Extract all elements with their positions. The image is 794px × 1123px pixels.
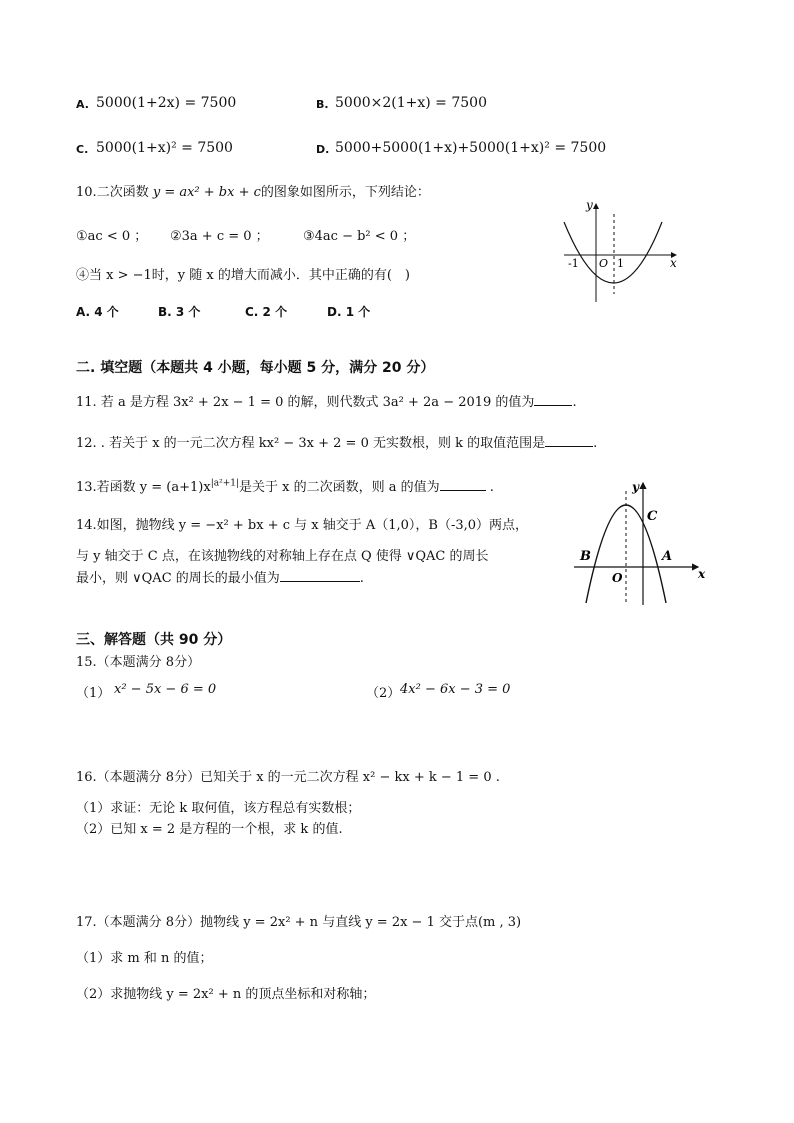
q16-header: 16.（本题满分 8分）已知关于 x 的一元二次方程 x² − kx + k − 1 = 0 . (76, 770, 500, 785)
q10-stem-b: 的图象如图所示，下列结论： (260, 185, 430, 200)
q15-part-2-label: （2） (366, 686, 401, 701)
q14-origin-label: O (612, 571, 623, 585)
q9-option-a-expr: 5000(1+2x) = 7500 (96, 95, 237, 111)
q10-number: 10. (76, 185, 97, 200)
q10-minus-one-label: -1 (568, 257, 579, 270)
section-2-title: 二. 填空题（本题共 4 小题，每小题 5 分，满分 20 分） (76, 360, 435, 376)
q10-parabola-graph (556, 194, 686, 306)
q9-option-b-label: B. (316, 98, 329, 111)
q14-y-label: y (632, 480, 639, 494)
q10-stem (76, 181, 430, 200)
q10-option-c: C. 2 个 (245, 305, 288, 319)
q17-part-2: （2）求抛物线 y = 2x² + n 的顶点坐标和对称轴； (76, 987, 376, 1002)
q10-stem-expr: y = ax² + bx + c (152, 185, 261, 200)
q17-part-1: （1）求 m 和 n 的值； (76, 951, 213, 966)
q10-option-b: B. 3 个 (158, 305, 201, 319)
q9-option-c-label: C. (76, 143, 89, 156)
q17-header: 17.（本题满分 8分）抛物线 y = 2x² + n 与直线 y = 2x − 1 交于点(m , 3) (76, 915, 522, 930)
q10-origin-label: O (599, 257, 609, 270)
q14-line-2: 与 y 轴交于 C 点，在该抛物线的对称轴上存在点 Q 使得 ∨QAC 的周长 (76, 549, 489, 564)
q14-line-1: 14.如图，抛物线 y = −x² + bx + c 与 x 轴交于 A（1,0），B（-3,0）两点， (76, 518, 529, 533)
q12-text: 12. . 若关于 x 的一元二次方程 kx² − 3x + 2 = 0 无实数根，则 k 的取值范围是 (76, 436, 546, 451)
q15-part-2-expr: 4x² − 6x − 3 = 0 (400, 682, 511, 697)
section-3-title: 三、解答题（共 90 分） (76, 632, 232, 648)
q14-line-3-end: . (359, 571, 364, 586)
q13-answer-blank (440, 490, 486, 491)
q11 (76, 391, 577, 410)
q10-x-label: x (670, 256, 677, 270)
q14-point-a-label: A (662, 549, 673, 564)
q16-part-2: （2）已知 x = 2 是方程的一个根，求 k 的值. (76, 822, 343, 837)
q14-point-c-label: C (647, 509, 658, 524)
q9-option-b-expr: 5000×2(1+x) = 7500 (335, 95, 487, 111)
q14-x-label: x (698, 567, 706, 581)
q16-part-1: （1）求证：无论 k 取何值，该方程总有实数根； (76, 801, 361, 816)
q11-text: 11. 若 a 是方程 3x² + 2x − 1 = 0 的解，则代数式 3a² + 2a − 2019 的值为 (76, 395, 535, 410)
q14-parabola-graph (570, 477, 710, 609)
q10-statement-3: ③4ac − b² < 0 ； (303, 229, 416, 244)
q10-statement-1: ①ac < 0 ； (76, 229, 148, 244)
q11-end: . (572, 395, 577, 410)
q13-text-b: 是关于 x 的二次函数，则 a 的值为 (239, 480, 440, 495)
q10-statement-4: ④当 x > −1时，y 随 x 的增大而减小．其中正确的有( ) (76, 268, 411, 283)
q15-part-1-expr: x² − 5x − 6 = 0 (114, 682, 217, 697)
q10-option-d: D. 1 个 (327, 305, 371, 319)
q10-stem-a: 二次函数 (96, 185, 149, 200)
q14-line-3 (76, 567, 364, 586)
q12 (76, 432, 597, 451)
q14-answer-blank (280, 581, 360, 582)
q12-end: . (593, 436, 598, 451)
q13 (76, 476, 494, 495)
q13-text-a: 13.若函数 y = (a+1)x (76, 480, 211, 495)
q13-exponent: |a²+1| (210, 478, 240, 489)
q10-option-a: A. 4 个 (76, 305, 119, 319)
q10-parabola-curve (564, 222, 662, 283)
q14-line-3-text: 最小，则 ∨QAC 的周长的最小值为 (76, 571, 280, 586)
q9-option-a-label: A. (76, 98, 89, 111)
q14-point-b-label: B (580, 549, 591, 564)
q10-y-label: y (586, 198, 593, 212)
q12-answer-blank (545, 446, 593, 447)
q10-one-label: 1 (617, 257, 624, 270)
q15-part-1-label: （1） (76, 686, 111, 701)
q10-statement-2: ②3a + c = 0 ； (170, 229, 269, 244)
q15-header: 15.（本题满分 8分） (76, 655, 201, 670)
q9-option-d-expr: 5000+5000(1+x)+5000(1+x)² = 7500 (335, 140, 607, 156)
q9-option-d-label: D. (316, 143, 330, 156)
q13-end: . (489, 480, 494, 495)
q11-answer-blank (534, 405, 572, 406)
q9-option-c-expr: 5000(1+x)² = 7500 (96, 140, 233, 156)
